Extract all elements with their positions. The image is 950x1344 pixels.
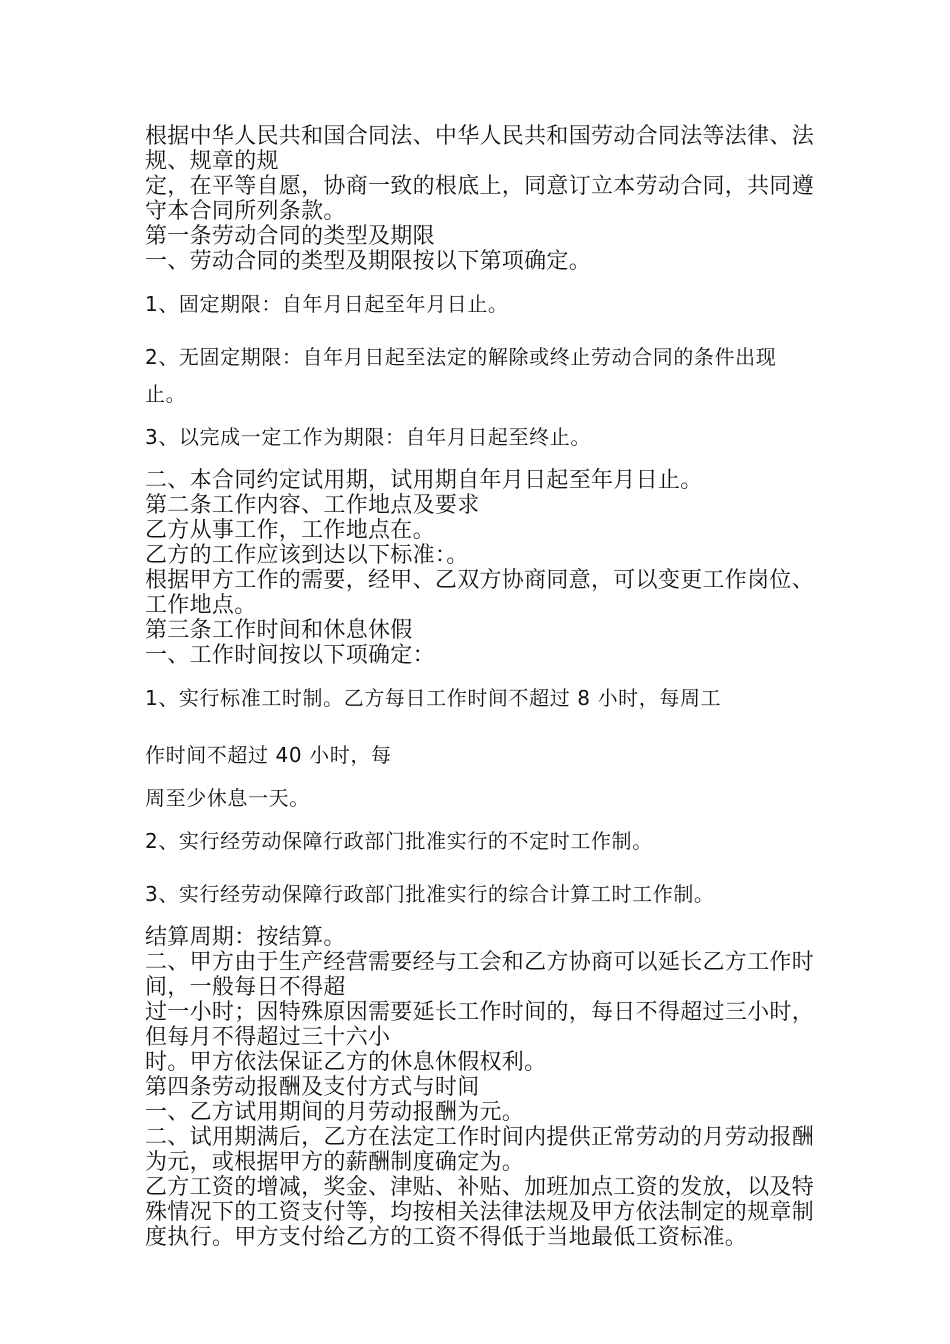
paragraph-preamble-2: 定，在平等自愿，协商一致的根底上，同意订立本劳动合同，共同遵守本合同所列条款。 bbox=[145, 174, 815, 224]
list-item-standard-hours-2: 作时间不超过 40 小时，每 bbox=[145, 743, 392, 767]
paragraph-wage-rules: 乙方工资的增减，奖金、津贴、补贴、加班加点工资的发放，以及特殊情况下的工资支付等，均按相关法律法规及甲方依法制定的规章制度执行。甲方支付给乙方的工资不得低于当地最低工资标准。 bbox=[145, 1175, 815, 1250]
paragraph-preamble-1: 根据中华人民共和国合同法、中华人民共和国劳动合同法等法律、法规、规章的规 bbox=[145, 124, 815, 174]
article-1-heading: 第一条劳动合同的类型及期限 bbox=[145, 224, 435, 249]
paragraph-overtime-2: 过一小时；因特殊原因需要延长工作时间的，每日不得超过三小时，但每月不得超过三十六小 bbox=[145, 1000, 815, 1050]
document-body bbox=[145, 124, 815, 1250]
list-item-standard-hours-1: 1、实行标准工时制。乙方每日工作时间不超过 8 小时，每周工 bbox=[145, 686, 722, 710]
article-4-heading: 第四条劳动报酬及支付方式与时间 bbox=[145, 1075, 480, 1100]
paragraph-overtime-3: 时。甲方依法保证乙方的休息休假权利。 bbox=[145, 1050, 547, 1075]
list-item-flexible-hours: 2、实行经劳动保障行政部门批准实行的不定时工作制。 bbox=[145, 829, 653, 853]
list-item-comprehensive-hours: 3、实行经劳动保障行政部门批准实行的综合计算工时工作制。 bbox=[145, 882, 715, 906]
paragraph-overtime-1: 二、甲方由于生产经营需要经与工会和乙方协商可以延长乙方工作时间，一般每日不得超 bbox=[145, 950, 815, 1000]
list-item-task-term: 3、以完成一定工作为期限：自年月日起至终止。 bbox=[145, 425, 591, 449]
paragraph-working-hours: 一、工作时间按以下项确定： bbox=[145, 643, 435, 668]
paragraph-job-standard: 乙方的工作应该到达以下标准：。 bbox=[145, 543, 469, 568]
paragraph-job-location: 乙方从事工作，工作地点在。 bbox=[145, 518, 435, 543]
paragraph-job-change: 根据甲方工作的需要，经甲、乙双方协商同意，可以变更工作岗位、工作地点。 bbox=[145, 568, 815, 618]
article-2-heading: 第二条工作内容、工作地点及要求 bbox=[145, 493, 480, 518]
paragraph-settlement-period: 结算周期：按结算。 bbox=[145, 925, 346, 950]
paragraph-contract-type: 一、劳动合同的类型及期限按以下第项确定。 bbox=[145, 249, 592, 274]
article-3-heading: 第三条工作时间和休息休假 bbox=[145, 618, 413, 643]
paragraph-probation-pay: 一、乙方试用期间的月劳动报酬为元。 bbox=[145, 1100, 525, 1125]
list-item-standard-hours-3: 周至少休息一天。 bbox=[145, 786, 310, 810]
list-item-open-term: 2、无固定期限：自年月日起至法定的解除或终止劳动合同的条件出现止。 bbox=[145, 345, 777, 406]
paragraph-probation: 二、本合同约定试用期，试用期自年月日起至年月日止。 bbox=[145, 468, 703, 493]
list-item-fixed-term: 1、固定期限：自年月日起至年月日止。 bbox=[145, 292, 509, 316]
paragraph-regular-pay: 二、试用期满后，乙方在法定工作时间内提供正常劳动的月劳动报酬为元，或根据甲方的薪酬制度确定为。 bbox=[145, 1125, 815, 1175]
